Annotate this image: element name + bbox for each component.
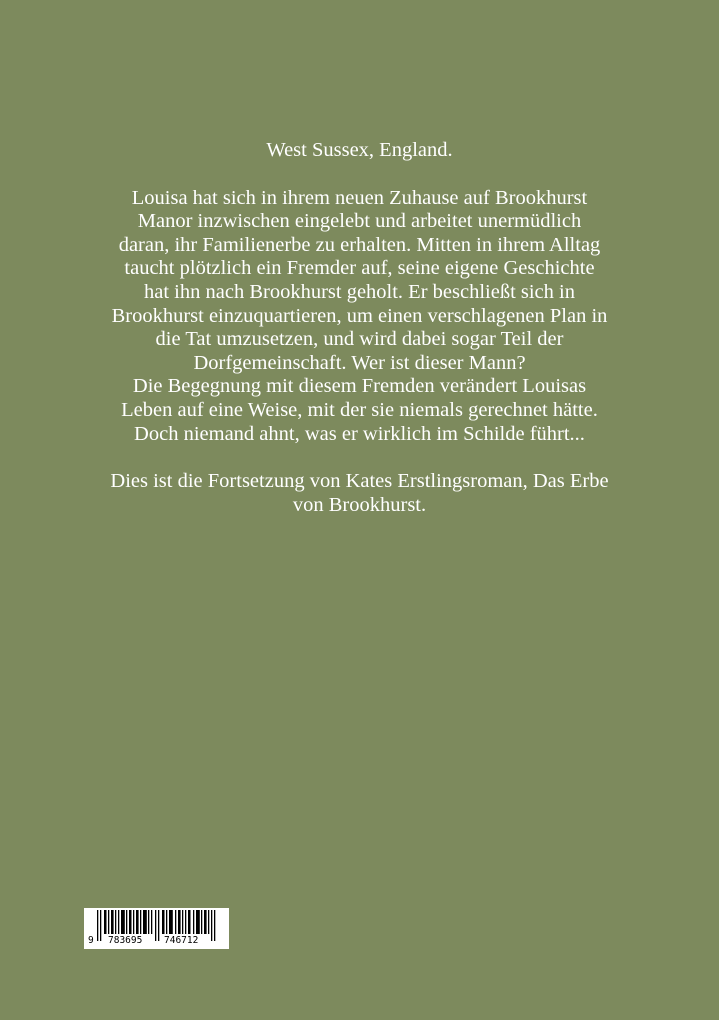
p1-l5: hat ihn nach Brookhurst geholt. Er beschließt sich in [144,280,575,303]
p1-l10: Leben auf eine Weise, mit der sie niemals gerechnet hätte. [121,398,598,421]
isbn-digits [84,935,229,949]
p1-l11: Doch niemand ahnt, was er wirklich im Schilde führt... [134,422,585,445]
location-line: West Sussex, England. [266,139,453,161]
p1-l8: Dorfgemeinschaft. Wer ist dieser Mann? [193,351,526,374]
p1-l2: Manor inzwischen eingelebt und arbeitet unermüdlich [137,210,582,233]
p1-l1: Louisa hat sich in ihrem neuen Zuhause auf Brookhurst [131,186,588,209]
p1-l9: Die Begegnung mit diesem Fremden verändert Louisas [132,375,587,398]
p1-l6: Brookhurst einzuquartieren, um einen verschlagenen Plan in [111,304,608,327]
isbn-left-group: 783695 [108,935,143,946]
sequel-l1: Dies ist die Fortsetzung von Kates Erstlingsroman, Das Erbe [110,470,609,493]
p1-l3: daran, ihr Familienerbe zu erhalten. Mitten in ihrem Alltag [118,233,601,256]
sequel-l2: von Brookhurst. [292,493,427,516]
isbn-first-digit: 9 [88,935,94,946]
isbn-barcode [84,908,229,949]
isbn-right-group: 746712 [164,935,199,946]
p1-l7: die Tat umzusetzen, und wird dabei sogar Teil der [155,328,564,351]
back-cover-blurb [60,139,659,517]
p1-l4: taucht plötzlich ein Fremder auf, seine eigene Geschichte [124,257,595,280]
